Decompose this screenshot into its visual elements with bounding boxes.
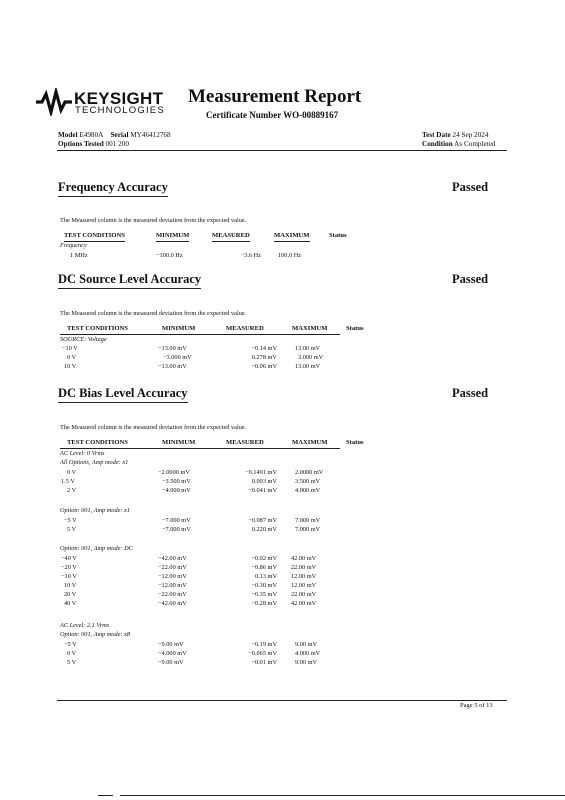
- section-title-dc-source: DC Source Level Accuracy: [58, 272, 201, 289]
- status-badge: Passed: [452, 272, 489, 286]
- page-number: Page 5 of 13: [460, 702, 493, 709]
- col-measured: MEASURED: [226, 325, 264, 332]
- col-status: Status: [346, 325, 364, 332]
- group-label: All Options, Amp mode: x1: [60, 459, 129, 466]
- group-label: Option: 001, Amp mode: DC: [60, 545, 133, 552]
- group-label: Option: 001, Amp mode: x8: [60, 631, 131, 638]
- table-header-rule: [60, 448, 340, 449]
- col-test-conditions: TEST CONDITIONS: [67, 439, 128, 446]
- test-info: Test Date 24 Sep 2024 Condition As Completed: [422, 131, 496, 148]
- group-label: Frequency: [60, 242, 87, 249]
- col-status: Status: [346, 439, 364, 446]
- col-maximum: MAXIMUM: [274, 232, 310, 242]
- group-label: SOURCE: Voltage: [60, 336, 107, 343]
- col-minimum: MINIMUM: [162, 439, 196, 446]
- scan-mark: [98, 795, 113, 796]
- section-note: The Measured column is the measured deviation from the expected value.: [60, 424, 247, 431]
- brand-name: KEYSIGHT: [74, 89, 164, 108]
- certificate-number: Certificate Number WO-00889167: [206, 110, 339, 120]
- col-maximum: MAXIMUM: [292, 325, 328, 332]
- test-date-value: 24 Sep 2024: [452, 131, 489, 139]
- status-badge: Passed: [452, 386, 489, 400]
- col-measured: MEASURED: [226, 439, 264, 446]
- options-value: 001 200: [105, 140, 129, 148]
- col-status: Status: [329, 232, 347, 239]
- col-minimum: MINIMUM: [162, 325, 196, 332]
- brand-subtitle: TECHNOLOGIES: [75, 105, 165, 116]
- section-title-frequency: Frequency Accuracy: [58, 180, 168, 197]
- col-maximum: MAXIMUM: [292, 439, 328, 446]
- col-measured: MEASURED: [212, 232, 250, 242]
- header-divider: [57, 150, 507, 151]
- page-title: Measurement Report: [188, 86, 362, 107]
- serial-value: MY46412768: [130, 131, 171, 139]
- model-value: E4980A: [79, 131, 104, 139]
- cell-measured: −3.6 Hz: [240, 252, 261, 259]
- section-note: The Measured column is the measured deviation from the expected value.: [60, 310, 247, 317]
- table-header-rule: [60, 334, 340, 335]
- keysight-logo-icon: [34, 88, 74, 116]
- col-test-conditions: TEST CONDITIONS: [64, 232, 125, 242]
- cell-minimum: −100.0 Hz: [156, 252, 183, 259]
- cell-maximum: 100.0 Hz: [278, 252, 302, 259]
- section-note: The Measured column is the measured deviation from the expected value.: [60, 217, 247, 224]
- group-label: AC Level: 0 Vrms: [60, 450, 105, 457]
- status-badge: Passed: [452, 180, 489, 194]
- group-label: AC Level: 2.1 Vrms: [60, 622, 110, 629]
- cell-condition: 1 MHz: [70, 252, 88, 259]
- bottom-edge-line: [120, 795, 565, 796]
- col-minimum: MINIMUM: [156, 232, 189, 242]
- section-title-dc-bias: DC Bias Level Accuracy: [58, 386, 188, 403]
- instrument-info: Model E4980A Serial MY46412768 Options Tested 001 200: [58, 131, 171, 148]
- col-test-conditions: TEST CONDITIONS: [67, 325, 128, 332]
- condition-value: As Completed: [454, 140, 496, 148]
- footer-divider: [57, 700, 507, 701]
- group-label: Option: 001, Amp mode: x1: [60, 507, 131, 514]
